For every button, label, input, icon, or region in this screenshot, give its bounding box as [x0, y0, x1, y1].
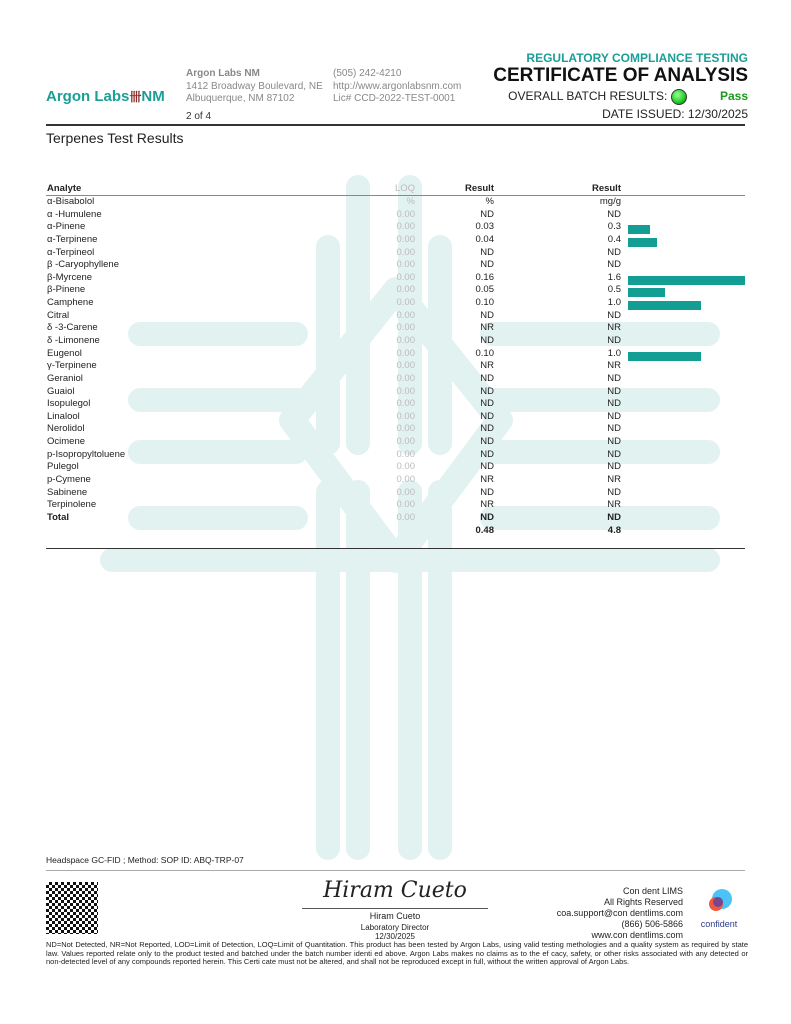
- table-row: [47, 335, 745, 347]
- qr-code[interactable]: [46, 882, 98, 934]
- batch-results: [493, 89, 748, 105]
- analyte-name: Eugenol: [47, 347, 82, 359]
- result-mgg: ND: [607, 448, 621, 460]
- result-pct: 0.16: [475, 271, 494, 283]
- loq-value: 0.00: [396, 474, 415, 486]
- total-mgg: 4.8: [607, 525, 621, 536]
- table-row: [47, 297, 745, 309]
- signature-block: [302, 878, 488, 941]
- result-bar: [628, 225, 650, 234]
- result-pct: 0.10: [475, 347, 494, 359]
- logo-text-nm: NM: [141, 88, 165, 105]
- totals-row: [47, 525, 745, 537]
- loq-value: 0.00: [396, 448, 415, 460]
- mgg-unit: mg/g: [599, 196, 621, 207]
- lab-name: Argon Labs NM: [186, 68, 260, 79]
- analyte-name: Total: [47, 511, 69, 523]
- result-mgg: NR: [607, 499, 621, 511]
- result-mgg: NR: [607, 474, 621, 486]
- table-header: [47, 183, 745, 195]
- units-row: [47, 196, 745, 208]
- result-pct: NR: [480, 360, 494, 372]
- lims-phone: (866) 506-5866: [621, 919, 683, 929]
- loq-value: 0.00: [396, 486, 415, 498]
- confident-logo-icon: [704, 888, 734, 914]
- analyte-name: Linalool: [47, 410, 80, 422]
- lab-address-2: Albuquerque, NM 87102: [186, 93, 295, 104]
- table-row: [47, 411, 745, 423]
- loq-value: 0.00: [396, 322, 415, 334]
- loq-value: 0.00: [396, 246, 415, 258]
- table-row: [47, 461, 745, 473]
- table-row: [47, 247, 745, 259]
- table-row: [47, 423, 745, 435]
- phone: (505) 242-4210: [333, 68, 402, 79]
- table-bottom-rule: [46, 548, 745, 549]
- analyte-name: α-Terpineol: [47, 246, 95, 258]
- analyte-name: γ-Terpinene: [47, 360, 97, 372]
- table-row: [47, 512, 745, 524]
- lims-info: [557, 886, 683, 941]
- result-mgg: ND: [607, 208, 621, 220]
- loq-unit: %: [406, 196, 415, 207]
- table-row: [47, 499, 745, 511]
- license: Lic# CCD-2022-TEST-0001: [333, 93, 456, 104]
- result-pct: NR: [480, 322, 494, 334]
- analyte-name: Guaiol: [47, 385, 75, 397]
- table-row: [47, 386, 745, 398]
- method: Headspace GC-FID ; Method: SOP ID: ABQ-TRP-07: [46, 855, 244, 865]
- result-pct: ND: [480, 335, 494, 346]
- header-loq: LOQ: [394, 183, 415, 194]
- loq-value: 0.00: [396, 335, 415, 346]
- table-row: [47, 449, 745, 461]
- category: REGULATORY COMPLIANCE TESTING: [526, 51, 748, 65]
- result-pct: 0.05: [475, 284, 494, 296]
- result-mgg: ND: [607, 486, 621, 498]
- result-pct: ND: [480, 410, 494, 422]
- analyte-name: α -Humulene: [47, 208, 102, 220]
- analyte-name: δ -Limonene: [47, 335, 100, 346]
- loq-value: 0.00: [396, 271, 415, 283]
- result-mgg: ND: [607, 309, 621, 321]
- table-row: [47, 348, 745, 360]
- signer-name: Hiram Cueto: [302, 908, 488, 921]
- result-pct: ND: [480, 461, 494, 473]
- result-pct: ND: [480, 448, 494, 460]
- logo: Argon Labs卌NM: [46, 88, 165, 105]
- table-row: [47, 259, 745, 271]
- result-mgg: ND: [607, 423, 621, 435]
- loq-value: 0.00: [396, 297, 415, 309]
- result-pct: ND: [480, 259, 494, 271]
- table-row: [47, 474, 745, 486]
- header-analyte: Analyte: [47, 183, 82, 194]
- analyte-name: Sabinene: [47, 486, 88, 498]
- result-pct: ND: [480, 208, 494, 220]
- footer-rule: [46, 870, 745, 871]
- table-row: [47, 209, 745, 221]
- analyte-name: Ocimene: [47, 436, 86, 448]
- loq-value: 0.00: [396, 511, 415, 523]
- result-mgg: ND: [607, 511, 621, 523]
- analyte-name: p-Isopropyltoluene: [47, 448, 126, 460]
- analyte-name: δ -3-Carene: [47, 322, 98, 334]
- analyte-name: α-Bisabolol: [47, 196, 95, 207]
- signature-date: 12/30/2025: [374, 932, 416, 941]
- result-mgg: ND: [607, 410, 621, 422]
- lims-email: coa.support@con dentlims.com: [556, 908, 683, 918]
- result-mgg: 1.0: [607, 347, 621, 359]
- batch-label: OVERALL BATCH RESULTS:: [508, 89, 668, 104]
- loq-value: 0.00: [396, 423, 415, 435]
- result-pct: NR: [480, 474, 494, 486]
- header-result-pct: Result: [464, 183, 494, 194]
- result-pct: ND: [480, 486, 494, 498]
- coa-title-block: [493, 51, 748, 121]
- loq-value: 0.00: [396, 309, 415, 321]
- result-mgg: ND: [607, 436, 621, 448]
- table-row: [47, 398, 745, 410]
- result-bar: [628, 301, 701, 310]
- result-mgg: 1.6: [607, 271, 621, 283]
- result-mgg: ND: [607, 461, 621, 473]
- pass-indicator-icon: [671, 89, 687, 105]
- analyte-name: β-Myrcene: [47, 271, 93, 283]
- section-title: Terpenes Test Results: [46, 130, 184, 146]
- lims-web: www.con dentlims.com: [591, 930, 683, 940]
- table-row: [47, 310, 745, 322]
- lab-contact: [333, 68, 461, 106]
- analyte-name: α-Pinene: [47, 221, 86, 233]
- result-pct: ND: [480, 436, 494, 448]
- result-pct: ND: [480, 385, 494, 397]
- table-row: [47, 234, 745, 246]
- result-pct: NR: [480, 499, 494, 511]
- signer-role: Laboratory Director: [360, 923, 430, 932]
- page-number: 2 of 4: [186, 110, 212, 122]
- result-pct: ND: [480, 372, 494, 384]
- analyte-name: Camphene: [47, 297, 94, 309]
- lims-rights: All Rights Reserved: [603, 897, 683, 907]
- result-bar: [628, 238, 657, 247]
- result-mgg: ND: [607, 398, 621, 410]
- result-pct: ND: [480, 511, 494, 523]
- analyte-name: β-Pinene: [47, 284, 86, 296]
- analyte-name: Nerolidol: [47, 423, 85, 435]
- header-result-mgg: Result: [591, 183, 621, 194]
- analyte-name: Terpinolene: [47, 499, 97, 511]
- table-row: [47, 284, 745, 296]
- result-pct: 0.03: [475, 221, 494, 233]
- analyte-name: Citral: [47, 309, 70, 321]
- result-mgg: 0.5: [607, 284, 621, 296]
- loq-value: 0.00: [396, 372, 415, 384]
- loq-value: 0.00: [396, 499, 415, 511]
- result-mgg: ND: [607, 335, 621, 346]
- table-row: [47, 436, 745, 448]
- result-pct: ND: [480, 398, 494, 410]
- result-pct: ND: [480, 246, 494, 258]
- result-pct: ND: [480, 309, 494, 321]
- loq-value: 0.00: [396, 347, 415, 359]
- total-pct: 0.48: [475, 525, 494, 536]
- loq-value: 0.00: [396, 436, 415, 448]
- analyte-name: p-Cymene: [47, 474, 91, 486]
- lims-name: Con dent LIMS: [622, 886, 683, 896]
- result-pct: 0.04: [475, 233, 494, 245]
- table-row: [47, 221, 745, 233]
- loq-value: 0.00: [396, 208, 415, 220]
- document-title: CERTIFICATE OF ANALYSIS: [493, 65, 748, 86]
- confident-logo-text: confident: [700, 919, 738, 929]
- result-bar: [628, 352, 701, 361]
- loq-value: 0.00: [396, 284, 415, 296]
- date-issued: DATE ISSUED: 12/30/2025: [602, 107, 748, 121]
- result-mgg: 1.0: [607, 297, 621, 309]
- website: http://www.argonlabsnm.com: [333, 80, 462, 92]
- loq-value: 0.00: [396, 221, 415, 233]
- disclaimer: ND=Not Detected, NR=Not Reported, LOD=Limit of Detection, LOQ=Limit of Quantitation. This product has been tested by Argon Labs, using valid testing methologies and a quality system as required by state law. Values reported relate only to the product tested and batched under the batch number identi ed above. Argon Labs makes no claims as to the ef cacy, safety, or other risks associated with any detected or non-detected level of any compounds reported herein. This Certi cate must not be altered, and shall not be reproduced except in full, without the written approval of Argon Labs.: [46, 940, 748, 966]
- result-mgg: NR: [607, 360, 621, 372]
- result-bar: [628, 276, 745, 285]
- loq-value: 0.00: [396, 259, 415, 271]
- loq-value: 0.00: [396, 385, 415, 397]
- table-row: [47, 272, 745, 284]
- analyte-name: β -Caryophyllene: [47, 259, 119, 271]
- analyte-name: Pulegol: [47, 461, 79, 473]
- analyte-name: Geraniol: [47, 372, 83, 384]
- analyte-name: α-Terpinene: [47, 233, 98, 245]
- result-mgg: NR: [607, 322, 621, 334]
- result-mgg: 0.3: [607, 221, 621, 233]
- loq-value: 0.00: [396, 398, 415, 410]
- table-row: [47, 373, 745, 385]
- batch-result: Pass: [719, 89, 748, 104]
- signature-image: Hiram Cueto: [323, 878, 467, 903]
- loq-value: 0.00: [396, 360, 415, 372]
- lab-info: [186, 68, 323, 123]
- result-mgg: ND: [607, 246, 621, 258]
- logo-text: Argon Labs: [46, 88, 130, 105]
- result-pct: ND: [480, 423, 494, 435]
- pct-unit: %: [485, 196, 494, 207]
- confident-logo: [694, 888, 744, 929]
- loq-value: 0.00: [396, 410, 415, 422]
- header-divider: [46, 124, 745, 126]
- result-pct: 0.10: [475, 297, 494, 309]
- result-mgg: 0.4: [607, 233, 621, 245]
- result-bar: [628, 288, 665, 297]
- table-row: [47, 487, 745, 499]
- loq-value: 0.00: [396, 233, 415, 245]
- result-mgg: ND: [607, 385, 621, 397]
- analyte-name: Isopulegol: [47, 398, 91, 410]
- result-mgg: ND: [607, 372, 621, 384]
- table-row: [47, 360, 745, 372]
- table-row: [47, 322, 745, 334]
- result-mgg: ND: [607, 259, 621, 271]
- loq-value: 0.00: [396, 461, 415, 473]
- lab-address-1: 1412 Broadway Boulevard, NE: [186, 80, 323, 92]
